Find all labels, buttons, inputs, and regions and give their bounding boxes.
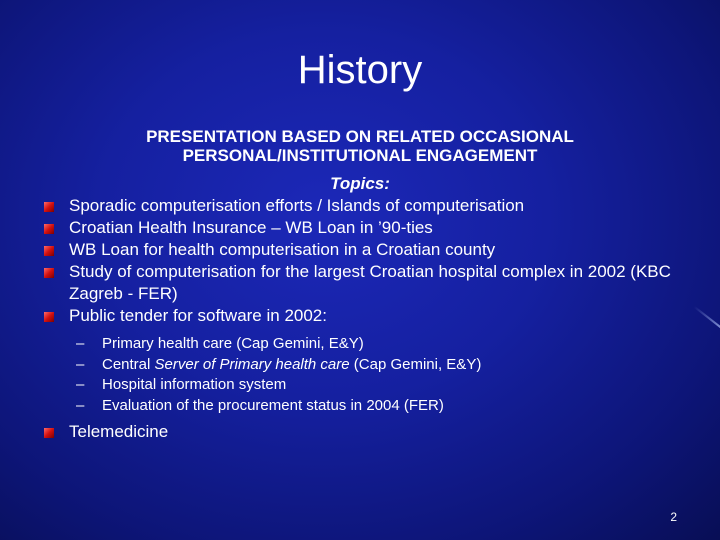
red-square-bullet-icon [44,312,54,322]
bullet-item [44,195,694,217]
dash-marker: – [76,396,85,414]
bullet-item [44,305,694,327]
dash-marker: – [76,335,85,352]
sub-bullet-list [76,334,676,416]
decorative-streak [694,306,720,332]
red-square-bullet-icon [44,202,54,212]
intro-line-2: PERSONAL/INSTITUTIONAL ENGAGEMENT [182,146,538,165]
sub-bullet-text-italic: Server of Primary health care [154,355,350,373]
slide-title: History [297,48,423,92]
sub-bullet-text-post: (Cap Gemini, E&Y) [349,355,482,373]
sub-bullet-text: Hospital information system [102,376,287,393]
sub-bullet-item [76,396,676,417]
dash-marker: – [76,376,85,393]
bullet-list [44,195,694,327]
bullet-item-telemedicine [44,421,644,443]
sub-bullet-item [76,355,676,376]
bullet-text: Public tender for software in 2002: [69,306,327,325]
final-bullet-list [44,421,644,443]
bullet-text: Telemedicine [69,422,169,441]
topics-label: Topics: [330,174,390,193]
dash-marker: – [76,355,85,373]
sub-bullet-item [76,334,676,355]
sub-bullet-item [76,375,676,396]
sub-bullet-text-pre: Central [102,355,155,373]
bullet-item [44,239,694,261]
page-number: 2 [670,510,677,524]
sub-bullet-text: Evaluation of the procurement status in 2004 (FER) [102,396,444,414]
intro-line-1: PRESENTATION BASED ON RELATED OCCASIONAL [146,127,574,146]
bullet-text: Croatian Health Insurance – WB Loan in ’90-ties [69,218,433,237]
bullet-text: Sporadic computerisation efforts / Islands of computerisation [69,196,525,215]
bullet-item [44,261,694,305]
bullet-text: Study of computerisation for the largest Croatian hospital complex in 2002 (KBC Zagreb - FER) [69,262,671,303]
red-square-bullet-icon [44,268,54,278]
red-square-bullet-icon [44,224,54,234]
bullet-item [44,217,694,239]
red-square-bullet-icon [44,428,54,438]
bullet-text: WB Loan for health computerisation in a Croatian county [69,240,496,259]
red-square-bullet-icon [44,246,54,256]
sub-bullet-text: Primary health care (Cap Gemini, E&Y) [102,335,364,352]
intro-heading [90,127,630,165]
